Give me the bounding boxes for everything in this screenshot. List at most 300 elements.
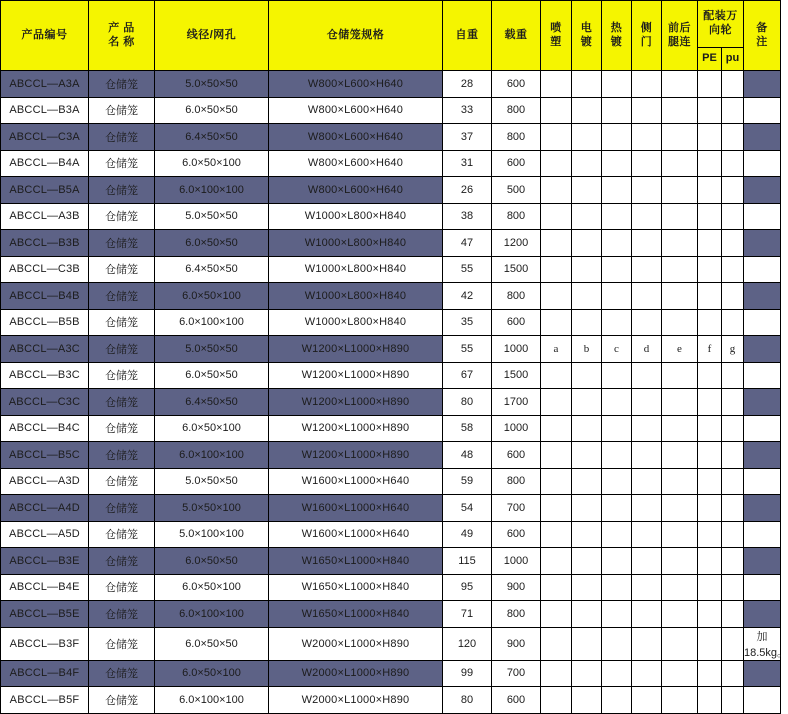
cell-pe [698, 660, 722, 687]
cell-product-name: 仓储笼 [89, 548, 155, 575]
cell-electroplate [572, 389, 602, 416]
cell-side-door [632, 203, 662, 230]
cell-product-name: 仓储笼 [89, 660, 155, 687]
cell-pe [698, 256, 722, 283]
cell-cage-spec: W1000×L800×H840 [269, 256, 443, 283]
cell-self-weight: 58 [443, 415, 492, 442]
cell-front-rear-legs [662, 177, 698, 204]
cell-wire-mesh: 6.0×50×50 [155, 230, 269, 257]
cell-product-name: 仓储笼 [89, 256, 155, 283]
cell-wire-mesh: 6.4×50×50 [155, 124, 269, 151]
cell-spray [541, 362, 572, 389]
cell-electroplate [572, 601, 602, 628]
letter-label-c: c [602, 336, 632, 363]
cell-pe [698, 71, 722, 98]
table-row [1, 124, 781, 151]
letter-label-b: b [572, 336, 602, 363]
header-remark [744, 1, 781, 71]
cell-hot-plate [602, 521, 632, 548]
cell-front-rear-legs [662, 415, 698, 442]
table-row [1, 283, 781, 310]
cell-remark [744, 362, 781, 389]
cell-product-code: ABCCL—B5E [1, 601, 89, 628]
cell-electroplate [572, 71, 602, 98]
cell-front-rear-legs [662, 601, 698, 628]
cell-front-rear-legs [662, 442, 698, 469]
cell-cage-spec: W1600×L1000×H640 [269, 468, 443, 495]
cell-remark [744, 230, 781, 257]
cell-front-rear-legs [662, 256, 698, 283]
cell-load: 600 [492, 521, 541, 548]
cell-hot-plate [602, 495, 632, 522]
cell-pe [698, 97, 722, 124]
cell-front-rear-legs [662, 521, 698, 548]
cell-product-code: ABCCL—B4A [1, 150, 89, 177]
cell-wire-mesh: 6.0×100×100 [155, 601, 269, 628]
cell-side-door [632, 521, 662, 548]
cell-self-weight: 59 [443, 468, 492, 495]
cell-product-name: 仓储笼 [89, 415, 155, 442]
cell-pu [722, 256, 744, 283]
cell-side-door [632, 601, 662, 628]
header-electroplate-line2: 镀 [580, 35, 593, 48]
cell-wire-mesh: 6.0×50×50 [155, 97, 269, 124]
cell-remark [744, 601, 781, 628]
cell-cage-spec: W1200×L1000×H890 [269, 415, 443, 442]
cell-side-door [632, 283, 662, 310]
cell-product-code: ABCCL—A3A [1, 71, 89, 98]
cell-load: 800 [492, 203, 541, 230]
table-row [1, 336, 781, 363]
cell-cage-spec: W1600×L1000×H640 [269, 495, 443, 522]
cell-self-weight: 55 [443, 256, 492, 283]
cell-load: 800 [492, 601, 541, 628]
cell-product-code: ABCCL—B5F [1, 687, 89, 714]
cell-electroplate [572, 203, 602, 230]
cell-cage-spec: W1200×L1000×H890 [269, 362, 443, 389]
cell-product-code: ABCCL—C3C [1, 389, 89, 416]
cell-front-rear-legs [662, 627, 698, 660]
cell-self-weight: 55 [443, 336, 492, 363]
cell-self-weight: 99 [443, 660, 492, 687]
cell-product-name: 仓储笼 [89, 687, 155, 714]
cell-cage-spec: W800×L600×H640 [269, 71, 443, 98]
header-row [1, 1, 781, 48]
cell-remark [744, 336, 781, 363]
cell-wire-mesh: 6.4×50×50 [155, 389, 269, 416]
cell-pe [698, 283, 722, 310]
letter-label-f: f [698, 336, 722, 363]
cell-pe [698, 627, 722, 660]
cell-hot-plate [602, 309, 632, 336]
cell-self-weight: 35 [443, 309, 492, 336]
cell-wire-mesh: 5.0×50×50 [155, 71, 269, 98]
cell-hot-plate [602, 177, 632, 204]
cell-pe [698, 362, 722, 389]
cell-product-name: 仓储笼 [89, 627, 155, 660]
cell-remark [744, 97, 781, 124]
cell-wire-mesh: 5.0×50×50 [155, 203, 269, 230]
table-row [1, 415, 781, 442]
table-row [1, 601, 781, 628]
cell-product-code: ABCCL—B4B [1, 283, 89, 310]
table-row [1, 177, 781, 204]
header-spray [541, 1, 572, 71]
cell-product-name: 仓储笼 [89, 97, 155, 124]
cell-spray [541, 71, 572, 98]
cell-remark [744, 495, 781, 522]
cell-remark [744, 309, 781, 336]
cell-hot-plate [602, 150, 632, 177]
cell-cage-spec: W1200×L1000×H890 [269, 442, 443, 469]
cell-pu [722, 495, 744, 522]
cell-product-code: ABCCL—B3A [1, 97, 89, 124]
cell-spray [541, 601, 572, 628]
table-header [1, 1, 781, 71]
cell-pe [698, 521, 722, 548]
cell-cage-spec: W1000×L800×H840 [269, 309, 443, 336]
cell-remark [744, 389, 781, 416]
cell-self-weight: 47 [443, 230, 492, 257]
cell-hot-plate [602, 601, 632, 628]
cell-pe [698, 150, 722, 177]
cell-side-door [632, 124, 662, 151]
cell-electroplate [572, 442, 602, 469]
cell-hot-plate [602, 660, 632, 687]
cell-hot-plate [602, 283, 632, 310]
cell-pe [698, 124, 722, 151]
cell-product-code: ABCCL—B3C [1, 362, 89, 389]
table-body [1, 71, 788, 714]
cell-wire-mesh: 6.0×50×50 [155, 627, 269, 660]
cell-load: 800 [492, 124, 541, 151]
table-row [1, 660, 781, 687]
cell-front-rear-legs [662, 283, 698, 310]
cell-side-door [632, 71, 662, 98]
cell-pe [698, 601, 722, 628]
header-spray-line1: 喷 [550, 21, 562, 34]
cell-side-door [632, 389, 662, 416]
cell-remark [744, 283, 781, 310]
cell-hot-plate [602, 97, 632, 124]
cell-spray [541, 177, 572, 204]
cell-load: 600 [492, 71, 541, 98]
cell-product-name: 仓储笼 [89, 203, 155, 230]
cell-hot-plate [602, 548, 632, 575]
cell-cage-spec: W800×L600×H640 [269, 124, 443, 151]
table-row [1, 468, 781, 495]
table-row [1, 389, 781, 416]
header-casters: 配装万向轮 [698, 1, 744, 48]
cell-spray [541, 283, 572, 310]
cell-product-code: ABCCL—B5A [1, 177, 89, 204]
cell-load: 900 [492, 574, 541, 601]
cell-electroplate [572, 660, 602, 687]
cell-load: 1200 [492, 230, 541, 257]
cell-pe [698, 442, 722, 469]
cell-remark [744, 415, 781, 442]
cell-load: 900 [492, 627, 541, 660]
cell-spray [541, 415, 572, 442]
cell-side-door [632, 362, 662, 389]
cell-product-name: 仓储笼 [89, 495, 155, 522]
cell-wire-mesh: 6.0×50×100 [155, 574, 269, 601]
cell-front-rear-legs [662, 124, 698, 151]
cell-side-door [632, 97, 662, 124]
cell-product-code: ABCCL—B4F [1, 660, 89, 687]
cell-pu [722, 203, 744, 230]
cell-front-rear-legs [662, 548, 698, 575]
cell-hot-plate [602, 203, 632, 230]
cell-product-name: 仓储笼 [89, 521, 155, 548]
cell-pu [722, 150, 744, 177]
cell-product-code: ABCCL—A3B [1, 203, 89, 230]
header-front-rear-legs-line2: 腿连 [668, 35, 691, 48]
cell-product-name: 仓储笼 [89, 442, 155, 469]
cell-side-door [632, 468, 662, 495]
cell-pe [698, 687, 722, 714]
cell-product-name: 仓储笼 [89, 389, 155, 416]
cell-remark [744, 574, 781, 601]
cell-pe [698, 574, 722, 601]
cell-pu [722, 601, 744, 628]
cell-hot-plate [602, 468, 632, 495]
cell-product-code: ABCCL—B3E [1, 548, 89, 575]
cell-front-rear-legs [662, 660, 698, 687]
cell-product-name: 仓储笼 [89, 177, 155, 204]
header-product-name [89, 1, 155, 71]
cell-product-code: ABCCL—A3C [1, 336, 89, 363]
header-remark-line1: 备 [756, 21, 768, 34]
table-row [1, 71, 781, 98]
cell-pe [698, 203, 722, 230]
cell-side-door [632, 548, 662, 575]
cell-load: 800 [492, 468, 541, 495]
cell-product-code: ABCCL—B5C [1, 442, 89, 469]
cell-cage-spec: W800×L600×H640 [269, 177, 443, 204]
cell-product-code: ABCCL—B4E [1, 574, 89, 601]
header-spray-line2: 塑 [550, 35, 562, 48]
cell-cage-spec: W1650×L1000×H840 [269, 574, 443, 601]
cell-side-door [632, 309, 662, 336]
header-self-weight: 自重 [443, 1, 492, 71]
cell-product-name: 仓储笼 [89, 124, 155, 151]
cell-hot-plate [602, 230, 632, 257]
cell-electroplate [572, 548, 602, 575]
cell-wire-mesh: 6.0×50×50 [155, 548, 269, 575]
header-load: 载重 [492, 1, 541, 71]
cell-hot-plate [602, 71, 632, 98]
cell-electroplate [572, 309, 602, 336]
cell-side-door [632, 495, 662, 522]
cell-spray [541, 521, 572, 548]
cell-spray [541, 687, 572, 714]
cell-wire-mesh: 6.4×50×50 [155, 256, 269, 283]
cell-electroplate [572, 283, 602, 310]
cell-front-rear-legs [662, 203, 698, 230]
cell-product-name: 仓储笼 [89, 309, 155, 336]
cell-pu [722, 468, 744, 495]
header-pu: pu [722, 48, 744, 71]
cell-pe [698, 548, 722, 575]
cell-wire-mesh: 6.0×100×100 [155, 442, 269, 469]
cell-pe [698, 389, 722, 416]
cell-product-code: ABCCL—A5D [1, 521, 89, 548]
cell-self-weight: 33 [443, 97, 492, 124]
cell-remark [744, 468, 781, 495]
cell-electroplate [572, 177, 602, 204]
cell-electroplate [572, 362, 602, 389]
header-side-door [632, 1, 662, 71]
cell-front-rear-legs [662, 687, 698, 714]
cell-pu [722, 230, 744, 257]
cell-wire-mesh: 6.0×100×100 [155, 309, 269, 336]
cell-pu [722, 309, 744, 336]
table-row [1, 97, 781, 124]
cell-remark [744, 203, 781, 230]
cell-spray [541, 574, 572, 601]
cell-electroplate [572, 495, 602, 522]
table-row [1, 548, 781, 575]
cell-cage-spec: W2000×L1000×H890 [269, 687, 443, 714]
cell-cage-spec: W1650×L1000×H840 [269, 601, 443, 628]
cell-pu [722, 660, 744, 687]
cell-front-rear-legs [662, 150, 698, 177]
cell-pu [722, 627, 744, 660]
cell-electroplate [572, 256, 602, 283]
cell-remark [744, 521, 781, 548]
cell-product-code: ABCCL—B4C [1, 415, 89, 442]
cell-cage-spec: W1000×L800×H840 [269, 283, 443, 310]
cell-remark [744, 177, 781, 204]
cell-front-rear-legs [662, 389, 698, 416]
cell-load: 1000 [492, 548, 541, 575]
cell-front-rear-legs [662, 574, 698, 601]
cell-side-door [632, 687, 662, 714]
cell-cage-spec: W2000×L1000×H890 [269, 660, 443, 687]
cell-load: 600 [492, 687, 541, 714]
cell-load: 800 [492, 283, 541, 310]
cell-hot-plate [602, 389, 632, 416]
cell-remark [744, 124, 781, 151]
cell-hot-plate [602, 442, 632, 469]
cell-cage-spec: W800×L600×H640 [269, 97, 443, 124]
cell-pu [722, 71, 744, 98]
cell-wire-mesh: 6.0×50×50 [155, 362, 269, 389]
header-side-door-line1: 侧 [640, 21, 653, 34]
cell-spray [541, 150, 572, 177]
cell-pu [722, 548, 744, 575]
cell-electroplate [572, 124, 602, 151]
cell-wire-mesh: 6.0×50×100 [155, 150, 269, 177]
cell-spray [541, 660, 572, 687]
cell-hot-plate [602, 256, 632, 283]
cell-self-weight: 67 [443, 362, 492, 389]
cell-pu [722, 177, 744, 204]
cell-remark [744, 687, 781, 714]
table-row [1, 442, 781, 469]
cell-self-weight: 26 [443, 177, 492, 204]
cell-electroplate [572, 574, 602, 601]
cell-self-weight: 49 [443, 521, 492, 548]
cell-side-door [632, 177, 662, 204]
cell-self-weight: 115 [443, 548, 492, 575]
cell-pe [698, 495, 722, 522]
cell-pu [722, 442, 744, 469]
cell-cage-spec: W1200×L1000×H890 [269, 389, 443, 416]
cell-wire-mesh: 6.0×50×100 [155, 415, 269, 442]
header-front-rear-legs-line1: 前后 [668, 21, 691, 34]
cell-product-name: 仓储笼 [89, 468, 155, 495]
header-cage-spec: 仓储笼规格 [269, 1, 443, 71]
cell-remark [744, 442, 781, 469]
cell-wire-mesh: 6.0×100×100 [155, 687, 269, 714]
header-hot-plate-line1: 热 [610, 21, 623, 34]
cell-pu [722, 687, 744, 714]
cell-hot-plate [602, 362, 632, 389]
cell-spray [541, 124, 572, 151]
cell-side-door [632, 150, 662, 177]
cell-front-rear-legs [662, 362, 698, 389]
cell-cage-spec: W1650×L1000×H840 [269, 548, 443, 575]
table-row [1, 256, 781, 283]
cell-spray [541, 230, 572, 257]
cell-electroplate [572, 415, 602, 442]
table-row [1, 230, 781, 257]
cell-self-weight: 31 [443, 150, 492, 177]
cell-product-name: 仓储笼 [89, 283, 155, 310]
table-row [1, 150, 781, 177]
cell-load: 700 [492, 660, 541, 687]
cell-pe [698, 177, 722, 204]
cell-pe [698, 415, 722, 442]
cell-self-weight: 54 [443, 495, 492, 522]
cell-product-name: 仓储笼 [89, 362, 155, 389]
cell-remark [744, 660, 781, 687]
table-row [1, 203, 781, 230]
cell-spray [541, 97, 572, 124]
header-front-rear-legs [662, 1, 698, 71]
cell-product-name: 仓储笼 [89, 150, 155, 177]
cell-product-code: ABCCL—C3A [1, 124, 89, 151]
cell-self-weight: 38 [443, 203, 492, 230]
table-row [1, 687, 781, 714]
cell-front-rear-legs [662, 309, 698, 336]
cell-load: 1500 [492, 362, 541, 389]
cell-product-name: 仓储笼 [89, 230, 155, 257]
cell-hot-plate [602, 687, 632, 714]
cell-wire-mesh: 5.0×50×100 [155, 495, 269, 522]
cell-self-weight: 80 [443, 389, 492, 416]
cell-pu [722, 574, 744, 601]
cell-product-code: ABCCL—A4D [1, 495, 89, 522]
cell-side-door [632, 415, 662, 442]
cell-pe [698, 230, 722, 257]
cell-pu [722, 521, 744, 548]
cell-product-code: ABCCL—B3F [1, 627, 89, 660]
cell-self-weight: 42 [443, 283, 492, 310]
cell-remark [744, 71, 781, 98]
cell-hot-plate [602, 415, 632, 442]
header-product-code: 产品编号 [1, 1, 89, 71]
cell-product-name: 仓储笼 [89, 574, 155, 601]
cell-load: 600 [492, 150, 541, 177]
cell-wire-mesh: 6.0×50×100 [155, 660, 269, 687]
table-row [1, 627, 781, 660]
cell-pu [722, 415, 744, 442]
header-remark-line2: 注 [756, 35, 768, 48]
cell-self-weight: 37 [443, 124, 492, 151]
